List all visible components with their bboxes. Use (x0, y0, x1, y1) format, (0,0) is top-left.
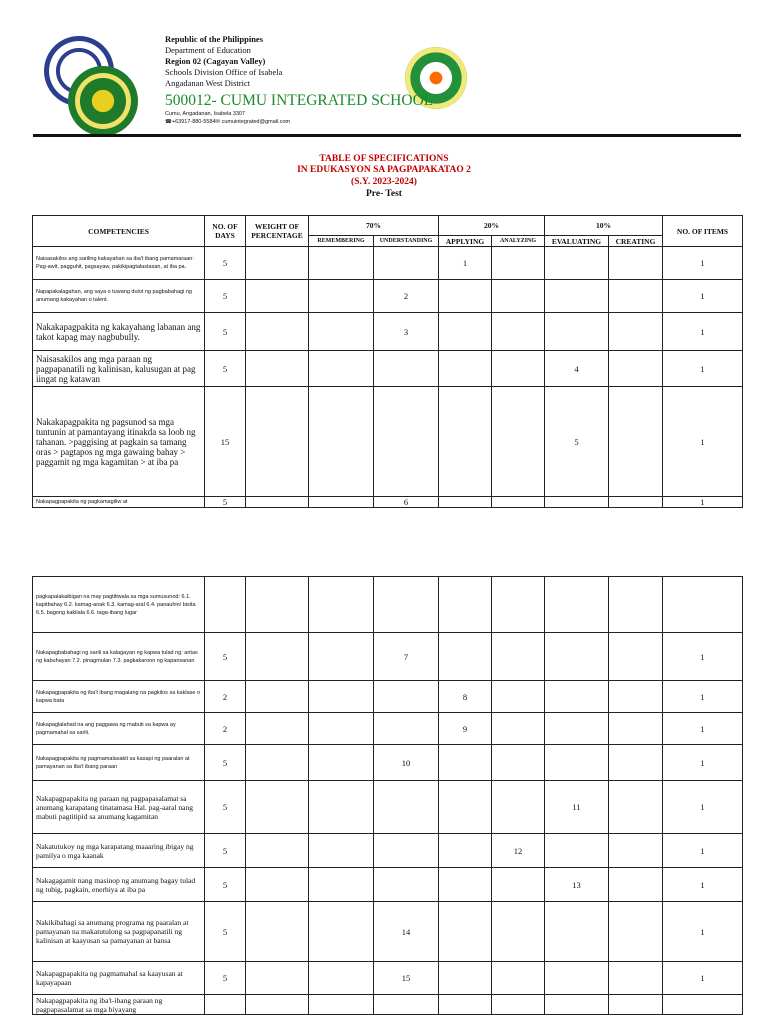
cell-competency: Nakapagpapakita ng iba't ibang magalang na pagkilos sa kaklase o kapwa bata (33, 681, 205, 713)
col-creating: CREATING (609, 236, 663, 247)
cell-creating (609, 834, 663, 868)
cell-applying (439, 633, 492, 681)
cell-weight (246, 280, 309, 313)
cell-creating (609, 351, 663, 387)
cell-applying (439, 497, 492, 508)
cell-evaluating (545, 247, 609, 280)
table-body-page2 (33, 577, 743, 1015)
division-seal-icon (68, 66, 138, 136)
cell-evaluating (545, 713, 609, 745)
doc-school-year: (S.Y. 2023-2024) (351, 177, 417, 187)
cell-competency: Naisasakilos ang sariling kakayahan sa iba't ibang pamamaraan: Pag-awit, pagguhit, pagsayaw, pakikipagtalastasan, at iba pa. (33, 247, 205, 280)
cell-competency: Nakapagpapakita ng pagkamagiliw at (33, 497, 205, 508)
cell-applying (439, 313, 492, 351)
cell-understanding (374, 834, 439, 868)
cell-items: 1 (663, 834, 743, 868)
cell-competency: Nakakapagpakita ng pagsunod sa mga tuntunin at pamantayang itinakda sa loob ng tahanan. >paggising at pagkain sa tamang oras > pagtapos ng mga gawaing bahay > paggamit ng mga kagamitan > at iba pa (33, 387, 205, 497)
cell-evaluating (545, 577, 609, 633)
cell-days: 5 (205, 962, 246, 995)
cell-understanding (374, 868, 439, 902)
cell-competency: Nakapagpapakita ng pagmamalasakit sa kasapi ng paaralan at pamayanan sa iba't ibang paraan (33, 745, 205, 781)
cell-analyzing (492, 962, 545, 995)
cell-applying (439, 745, 492, 781)
cell-understanding (374, 995, 439, 1015)
cell-applying: 8 (439, 681, 492, 713)
cell-remembering (309, 633, 374, 681)
cell-analyzing (492, 868, 545, 902)
cell-understanding: 14 (374, 902, 439, 962)
cell-days: 2 (205, 713, 246, 745)
col-weight: WEIGHT OF PERCENTAGE (246, 216, 309, 247)
cell-applying (439, 280, 492, 313)
cell-analyzing (492, 681, 545, 713)
header-line-deped: Department of Education (165, 45, 251, 55)
cell-creating (609, 313, 663, 351)
cell-analyzing (492, 745, 545, 781)
cell-evaluating (545, 313, 609, 351)
cell-days: 5 (205, 902, 246, 962)
cell-remembering (309, 995, 374, 1015)
cell-understanding (374, 577, 439, 633)
cell-days: 5 (205, 351, 246, 387)
cell-competency: pagkapalakaibigan na may pagtitiwala sa mga sumusunod: 6.1. kapitbahay 6.2. kamag-anak 6.3. kamag-aral 6.4. panauhin/ bisita 6.5. bagong kakilala 6.6. taga-ibang lugar (33, 577, 205, 633)
cell-items: 1 (663, 280, 743, 313)
cell-evaluating: 4 (545, 351, 609, 387)
cell-creating (609, 902, 663, 962)
table-row (33, 834, 743, 868)
cell-applying (439, 351, 492, 387)
cell-remembering (309, 902, 374, 962)
col-group-70: 70% (309, 216, 439, 236)
cell-weight (246, 577, 309, 633)
tos-table-page1 (32, 215, 743, 508)
table-row (33, 313, 743, 351)
cell-understanding: 3 (374, 313, 439, 351)
cell-items: 1 (663, 713, 743, 745)
cell-days: 5 (205, 247, 246, 280)
col-group-20: 20% (439, 216, 545, 236)
cell-remembering (309, 351, 374, 387)
tos-table-page2 (32, 576, 743, 1015)
cell-items: 1 (663, 781, 743, 834)
table-row (33, 351, 743, 387)
cell-evaluating (545, 633, 609, 681)
cell-applying (439, 902, 492, 962)
cell-weight (246, 745, 309, 781)
cell-days: 5 (205, 834, 246, 868)
cell-days: 5 (205, 280, 246, 313)
cell-evaluating: 5 (545, 387, 609, 497)
table-header-row-1 (33, 216, 743, 236)
cell-weight (246, 868, 309, 902)
cell-analyzing (492, 387, 545, 497)
cell-weight (246, 713, 309, 745)
col-applying: APPLYING (439, 236, 492, 247)
cell-understanding: 15 (374, 962, 439, 995)
cell-applying (439, 387, 492, 497)
cell-remembering (309, 962, 374, 995)
table-row (33, 633, 743, 681)
cell-weight (246, 962, 309, 995)
doc-title: TABLE OF SPECIFICATIONS (319, 154, 449, 164)
cell-remembering (309, 280, 374, 313)
cell-evaluating: 11 (545, 781, 609, 834)
cell-creating (609, 868, 663, 902)
table-row (33, 681, 743, 713)
cell-evaluating (545, 902, 609, 962)
cell-competency: Nakapagpapakita ng paraan ng pagpapasalamat sa anumang karapatang tinatamasa Hal. pag-aaral nang mabuti pagtitipid sa anumang kagamitan (33, 781, 205, 834)
col-remembering: REMEMBERING (309, 236, 374, 247)
col-days: NO. OF DAYS (205, 216, 246, 247)
table-row (33, 745, 743, 781)
cell-remembering (309, 868, 374, 902)
cell-weight (246, 834, 309, 868)
cell-remembering (309, 577, 374, 633)
cell-days: 2 (205, 681, 246, 713)
cell-analyzing (492, 633, 545, 681)
header-line-republic: Republic of the Philippines (165, 34, 264, 44)
table-row (33, 577, 743, 633)
header-divider (33, 134, 741, 137)
doc-subject: IN EDUKASYON SA PAGPAPAKATAO 2 (297, 165, 471, 175)
cell-items: 1 (663, 313, 743, 351)
cell-competency: Nakakapagpakita ng kakayahang labanan ang takot kapag may nagbubully. (33, 313, 205, 351)
cell-weight (246, 313, 309, 351)
cell-creating (609, 781, 663, 834)
col-analyzing: ANALYZING (492, 236, 545, 247)
table-row (33, 387, 743, 497)
cell-items (663, 577, 743, 633)
cell-creating (609, 745, 663, 781)
cell-weight (246, 497, 309, 508)
cell-remembering (309, 681, 374, 713)
cell-applying (439, 995, 492, 1015)
cell-items: 1 (663, 633, 743, 681)
cell-items: 1 (663, 868, 743, 902)
school-contact: ☎+63917-880-5584✉ cumuintegrated@gmail.com (165, 119, 291, 125)
cell-understanding (374, 387, 439, 497)
cell-days: 5 (205, 745, 246, 781)
table-row (33, 280, 743, 313)
cell-applying (439, 834, 492, 868)
cell-analyzing (492, 280, 545, 313)
cell-understanding (374, 247, 439, 280)
cell-creating (609, 577, 663, 633)
cell-items: 1 (663, 497, 743, 508)
cell-items: 1 (663, 351, 743, 387)
table-row (33, 781, 743, 834)
cell-remembering (309, 387, 374, 497)
cell-creating (609, 387, 663, 497)
cell-evaluating (545, 497, 609, 508)
table-row (33, 902, 743, 962)
cell-days: 5 (205, 781, 246, 834)
cell-analyzing (492, 247, 545, 280)
cell-creating (609, 713, 663, 745)
cell-evaluating (545, 995, 609, 1015)
col-evaluating: EVALUATING (545, 236, 609, 247)
cell-items: 1 (663, 247, 743, 280)
table-row (33, 497, 743, 508)
col-competencies: COMPETENCIES (33, 216, 205, 247)
cell-remembering (309, 247, 374, 280)
cell-remembering (309, 713, 374, 745)
cell-items: 1 (663, 681, 743, 713)
cell-creating (609, 962, 663, 995)
cell-applying (439, 868, 492, 902)
cell-understanding: 10 (374, 745, 439, 781)
cell-days: 5 (205, 497, 246, 508)
table-row (33, 247, 743, 280)
cell-competency: Nakagagamit nang masinop ng anumang bagay tulad ng tubig, pagkain, enerhiya at iba pa (33, 868, 205, 902)
cell-analyzing (492, 577, 545, 633)
cell-items: 1 (663, 902, 743, 962)
cell-applying: 9 (439, 713, 492, 745)
cell-applying (439, 962, 492, 995)
cell-remembering (309, 781, 374, 834)
cell-competency: Nakapagpapakita ng iba't-ibang paraan ng pagpapasalamat sa mga biyayang (33, 995, 205, 1015)
cell-evaluating (545, 681, 609, 713)
cell-remembering (309, 497, 374, 508)
cell-evaluating (545, 745, 609, 781)
cell-understanding (374, 713, 439, 745)
cell-creating (609, 497, 663, 508)
table-body-page1 (33, 247, 743, 508)
cell-evaluating: 13 (545, 868, 609, 902)
cell-days: 5 (205, 313, 246, 351)
table-row (33, 962, 743, 995)
cell-competency: Nakapagpapakita ng pagmamahal sa kaayusan at kapayapaan (33, 962, 205, 995)
cell-days: 15 (205, 387, 246, 497)
cell-competency: Nakatutukoy ng mga karapatang maaaring ibigay ng pamilya o mga kaanak (33, 834, 205, 868)
cell-remembering (309, 745, 374, 781)
school-address: Cumu, Angadanan, Isabela 3307 (165, 111, 246, 117)
cell-applying: 1 (439, 247, 492, 280)
cell-evaluating (545, 280, 609, 313)
cell-analyzing (492, 995, 545, 1015)
cell-competency: Nakapagbabahagi ng sarili sa kalagayan ng kapwa tulad ng: antas ng kabuhayan 7.2. pinagmulan 7.3. pagkakaroon ng kapansanan (33, 633, 205, 681)
cell-remembering (309, 313, 374, 351)
cell-understanding (374, 351, 439, 387)
cell-competency: Naisasakilos ang mga paraan ng pagpapanatili ng kalinisan, kalusugan at pag iingat ng katawan (33, 351, 205, 387)
cell-creating (609, 995, 663, 1015)
cell-weight (246, 633, 309, 681)
letterhead (0, 0, 768, 140)
cell-weight (246, 247, 309, 280)
table-row (33, 713, 743, 745)
table-row (33, 995, 743, 1015)
cell-items (663, 995, 743, 1015)
col-understanding: UNDERSTANDING (374, 236, 439, 247)
col-group-10: 10% (545, 216, 663, 236)
cell-applying (439, 577, 492, 633)
school-name: 500012- CUMU INTEGRATED SCHOOL (165, 92, 434, 109)
cell-analyzing (492, 497, 545, 508)
cell-creating (609, 681, 663, 713)
cell-weight (246, 351, 309, 387)
cell-weight (246, 781, 309, 834)
doc-test-type: Pre- Test (366, 189, 402, 199)
cell-creating (609, 280, 663, 313)
cell-analyzing (492, 902, 545, 962)
cell-competency: Nakapaglalahad na ang paggawa ng mabuti sa kapwa ay pagmamahal sa sarili. (33, 713, 205, 745)
cell-weight (246, 681, 309, 713)
cell-items: 1 (663, 387, 743, 497)
cell-remembering (309, 834, 374, 868)
cell-competency: Napapakalagahan, ang saya o tuwang dulot ng pagbabahagi ng anumang kakayahan o talent. (33, 280, 205, 313)
table-row (33, 868, 743, 902)
cell-items: 1 (663, 745, 743, 781)
cell-days: 5 (205, 868, 246, 902)
cell-weight (246, 902, 309, 962)
cell-analyzing (492, 713, 545, 745)
cell-items: 1 (663, 962, 743, 995)
cell-creating (609, 633, 663, 681)
cell-evaluating (545, 834, 609, 868)
header-line-region: Region 02 (Cagayan Valley) (165, 56, 266, 66)
cell-creating (609, 247, 663, 280)
cell-competency: Nakikibahagi sa anumang programa ng paaralan at pamayanan na makatutulong sa pagpapanatili ng kalinisan at kaayusan sa pamayanan at bansa (33, 902, 205, 962)
header-line-district: Angadanan West District (165, 78, 251, 88)
cell-analyzing (492, 781, 545, 834)
cell-understanding (374, 781, 439, 834)
cell-days: 5 (205, 633, 246, 681)
cell-analyzing (492, 313, 545, 351)
cell-applying (439, 781, 492, 834)
cell-days (205, 577, 246, 633)
cell-understanding: 2 (374, 280, 439, 313)
cell-weight (246, 387, 309, 497)
cell-evaluating (545, 962, 609, 995)
cell-understanding (374, 681, 439, 713)
col-items: NO. OF ITEMS (663, 216, 743, 247)
cell-weight (246, 995, 309, 1015)
header-line-division: Schools Division Office of Isabela (165, 67, 283, 77)
cell-understanding: 6 (374, 497, 439, 508)
cell-understanding: 7 (374, 633, 439, 681)
cell-analyzing (492, 351, 545, 387)
cell-days (205, 995, 246, 1015)
cell-analyzing: 12 (492, 834, 545, 868)
